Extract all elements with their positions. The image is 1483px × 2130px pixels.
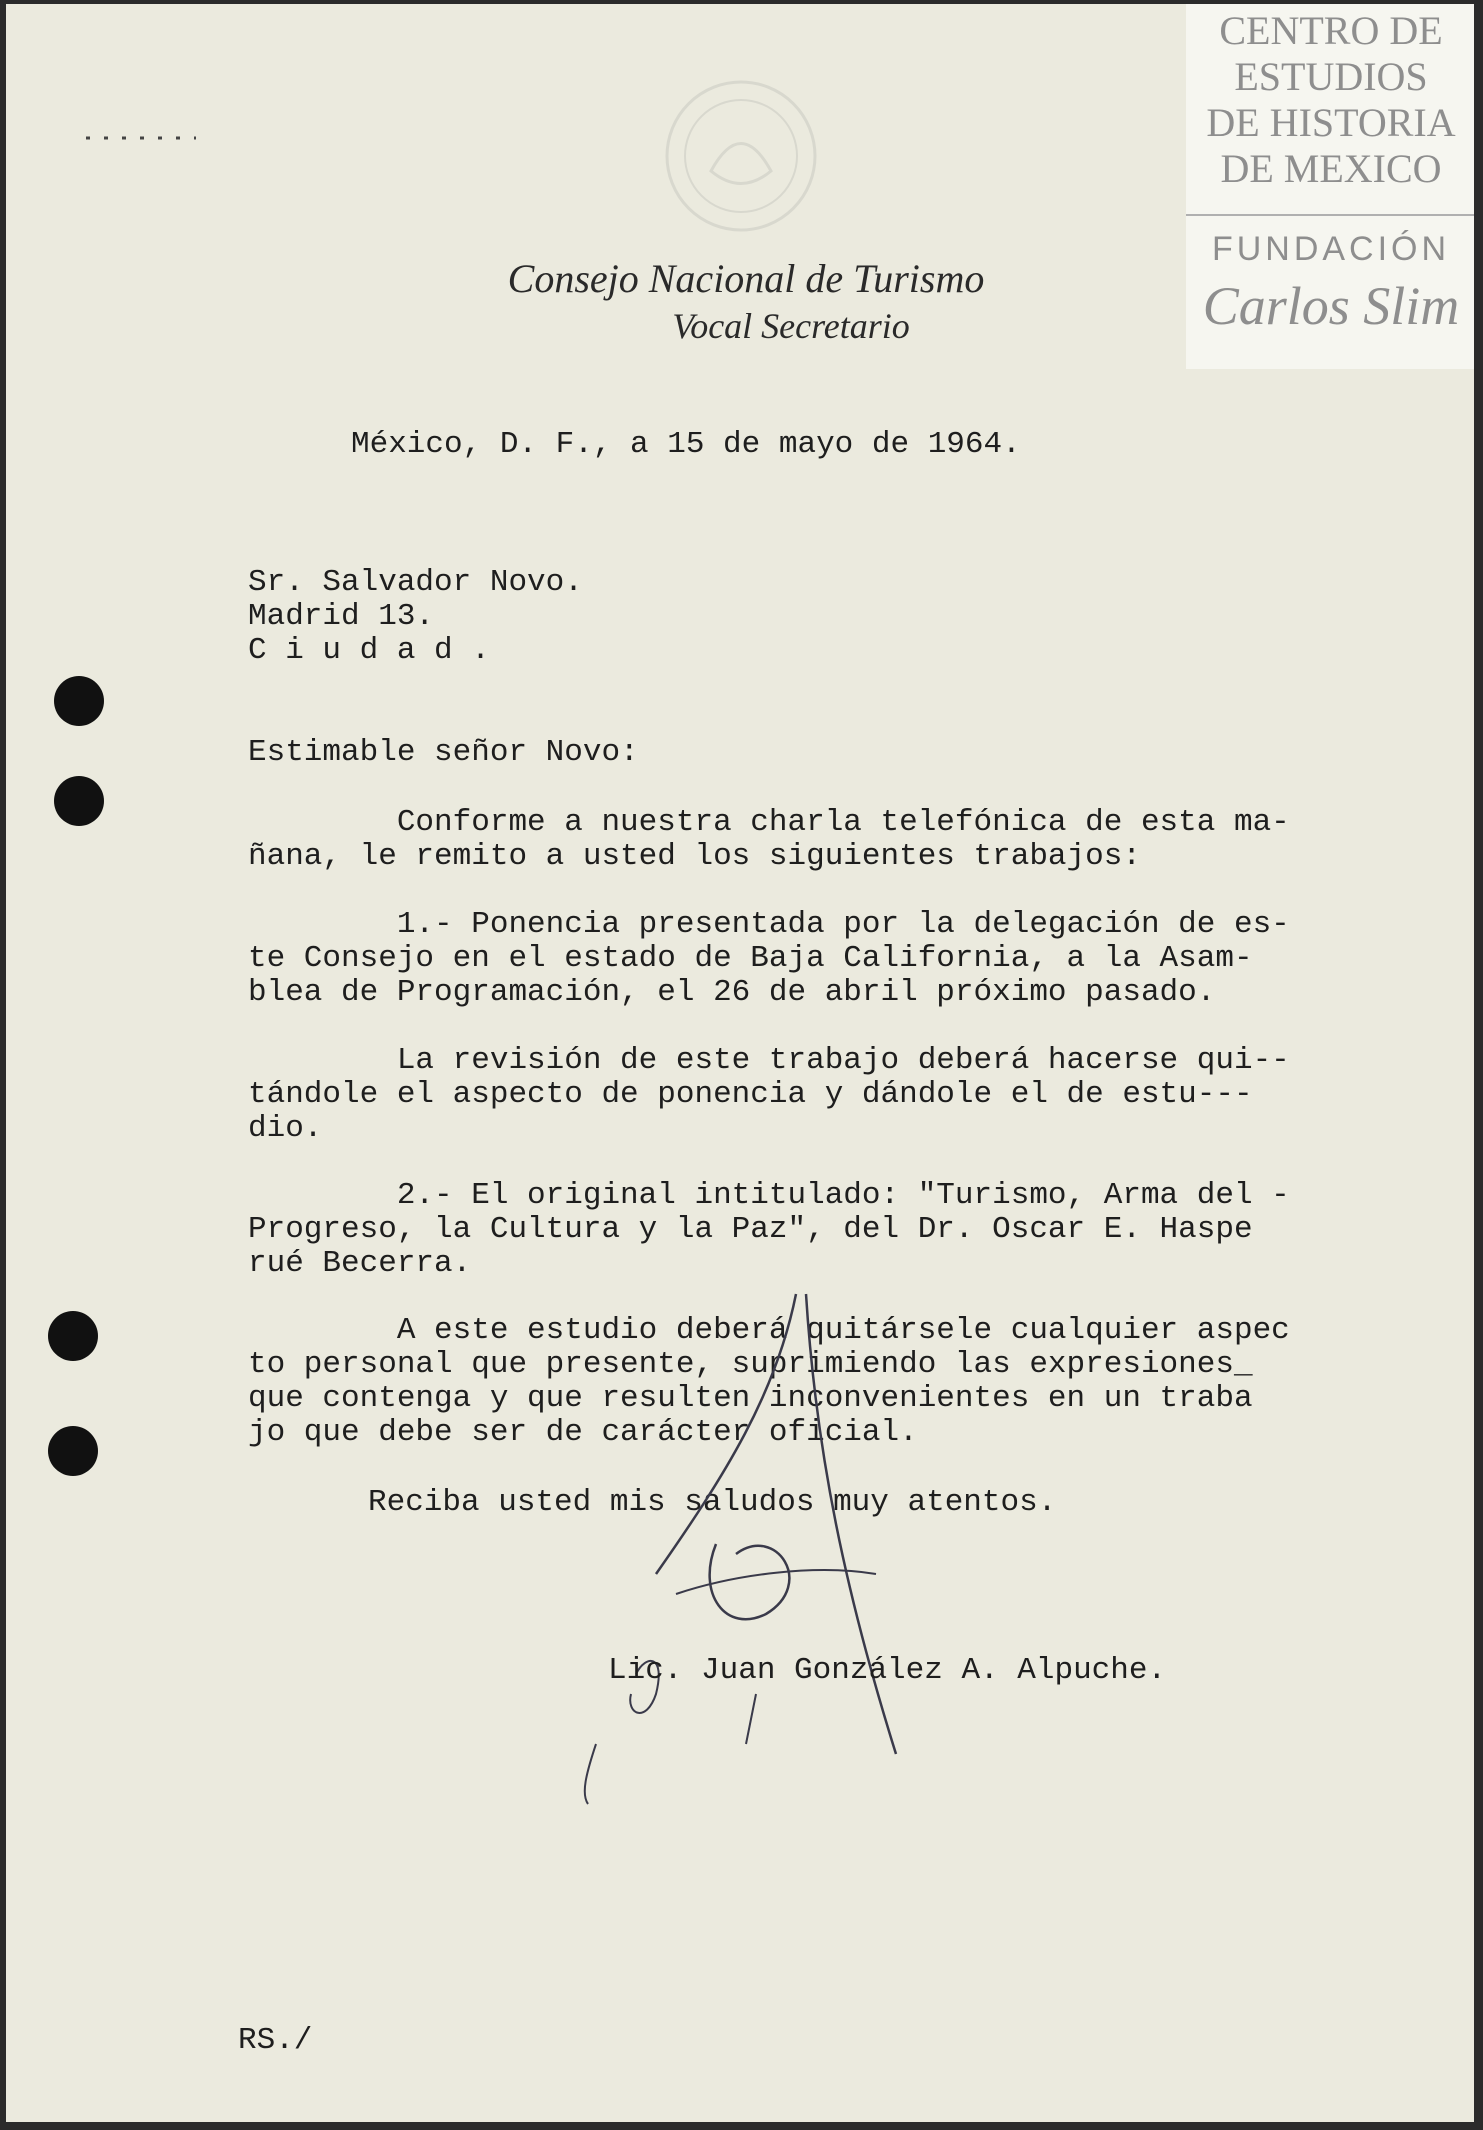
watermark-line-1: CENTRO DE <box>1219 8 1443 53</box>
recipient-city: C i u d a d . <box>248 633 490 668</box>
watermark-line-3: DE HISTORIA <box>1206 100 1456 145</box>
punch-hole-1 <box>54 676 104 726</box>
typist-initials: RS./ <box>238 2023 313 2058</box>
recipient-street: Madrid 13. <box>248 599 435 634</box>
punch-hole-3 <box>48 1311 98 1361</box>
punch-hole-4 <box>48 1426 98 1476</box>
watermark-sponsor: Carlos Slim <box>1202 276 1460 336</box>
paragraph-1: Conforme a nuestra charla telefónica de esta ma- ñana, le remito a usted los siguientes trabajos: <box>248 805 1290 874</box>
margin-mark <box>86 134 196 142</box>
archive-watermark <box>1186 4 1474 369</box>
closing: Reciba usted mis saludos muy atentos. <box>368 1485 1057 1520</box>
watermark-line-2: ESTUDIOS <box>1234 54 1428 99</box>
recipient-name: Sr. Salvador Novo. <box>248 565 583 600</box>
punch-hole-2 <box>54 776 104 826</box>
salutation: Estimable señor Novo: <box>248 735 639 770</box>
letter-page <box>6 4 1474 2122</box>
letterhead <box>446 254 1046 348</box>
paragraph-3: La revisión de este trabajo deberá hacerse qui-- tándole el aspecto de ponencia y dándole el de estu--- dio. <box>248 1043 1290 1146</box>
embossed-seal <box>661 76 821 236</box>
letterhead-organization: Consejo Nacional de Turismo <box>507 256 985 301</box>
handwritten-signature <box>576 1274 936 1814</box>
date-line: México, D. F., a 15 de mayo de 1964. <box>351 427 1021 462</box>
paragraph-2: 1.- Ponencia presentada por la delegación de es- te Consejo en el estado de Baja California, a la Asam- blea de Programación, el 26 de abril próximo pasado. <box>248 907 1290 1010</box>
watermark-divider <box>1186 214 1474 216</box>
paragraph-5: A este estudio deberá quitársele cualquier aspec to personal que presente, suprimiendo las expresiones_ que contenga y que resulten inconvenientes en un traba jo que debe ser de carácter oficial. <box>248 1313 1290 1450</box>
letterhead-office: Vocal Secretario <box>672 306 910 346</box>
watermark-foundation: FUNDACIÓN <box>1211 230 1451 268</box>
paragraph-4: 2.- El original intitulado: "Turismo, Arma del - Progreso, la Cultura y la Paz", del Dr. Oscar E. Haspe rué Becerra. <box>248 1178 1290 1281</box>
signatory-name: Lic. Juan González A. Alpuche. <box>608 1653 1167 1688</box>
watermark-line-4: DE MEXICO <box>1220 146 1442 191</box>
